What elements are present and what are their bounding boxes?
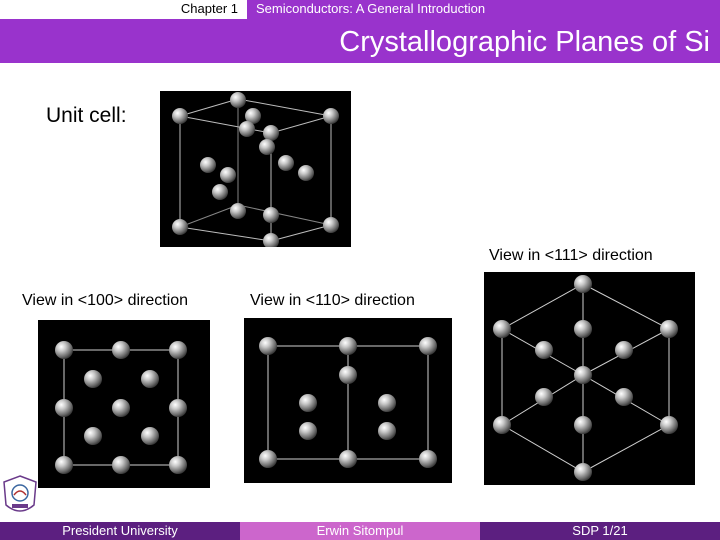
- university-logo: [2, 475, 38, 519]
- view-100-label: View in <100> direction: [22, 292, 189, 309]
- view-110-image: [244, 318, 452, 483]
- view-111-image: [484, 272, 695, 485]
- slide-title: Crystallographic Planes of Si: [339, 26, 710, 58]
- footer-left: President University: [0, 522, 240, 540]
- view-100-image: [38, 320, 210, 488]
- view-110-label: View in <110> direction: [250, 292, 415, 309]
- unit-cell-label: Unit cell:: [46, 104, 127, 127]
- footer-right: SDP 1/21: [480, 522, 720, 540]
- footer-center: Erwin Sitompul: [240, 522, 480, 540]
- chapter-header: Chapter 1: [0, 0, 246, 19]
- unit-cell-image: [160, 91, 351, 247]
- course-header: Semiconductors: A General Introduction: [247, 0, 720, 19]
- view-111-label: View in <111> direction: [489, 247, 653, 264]
